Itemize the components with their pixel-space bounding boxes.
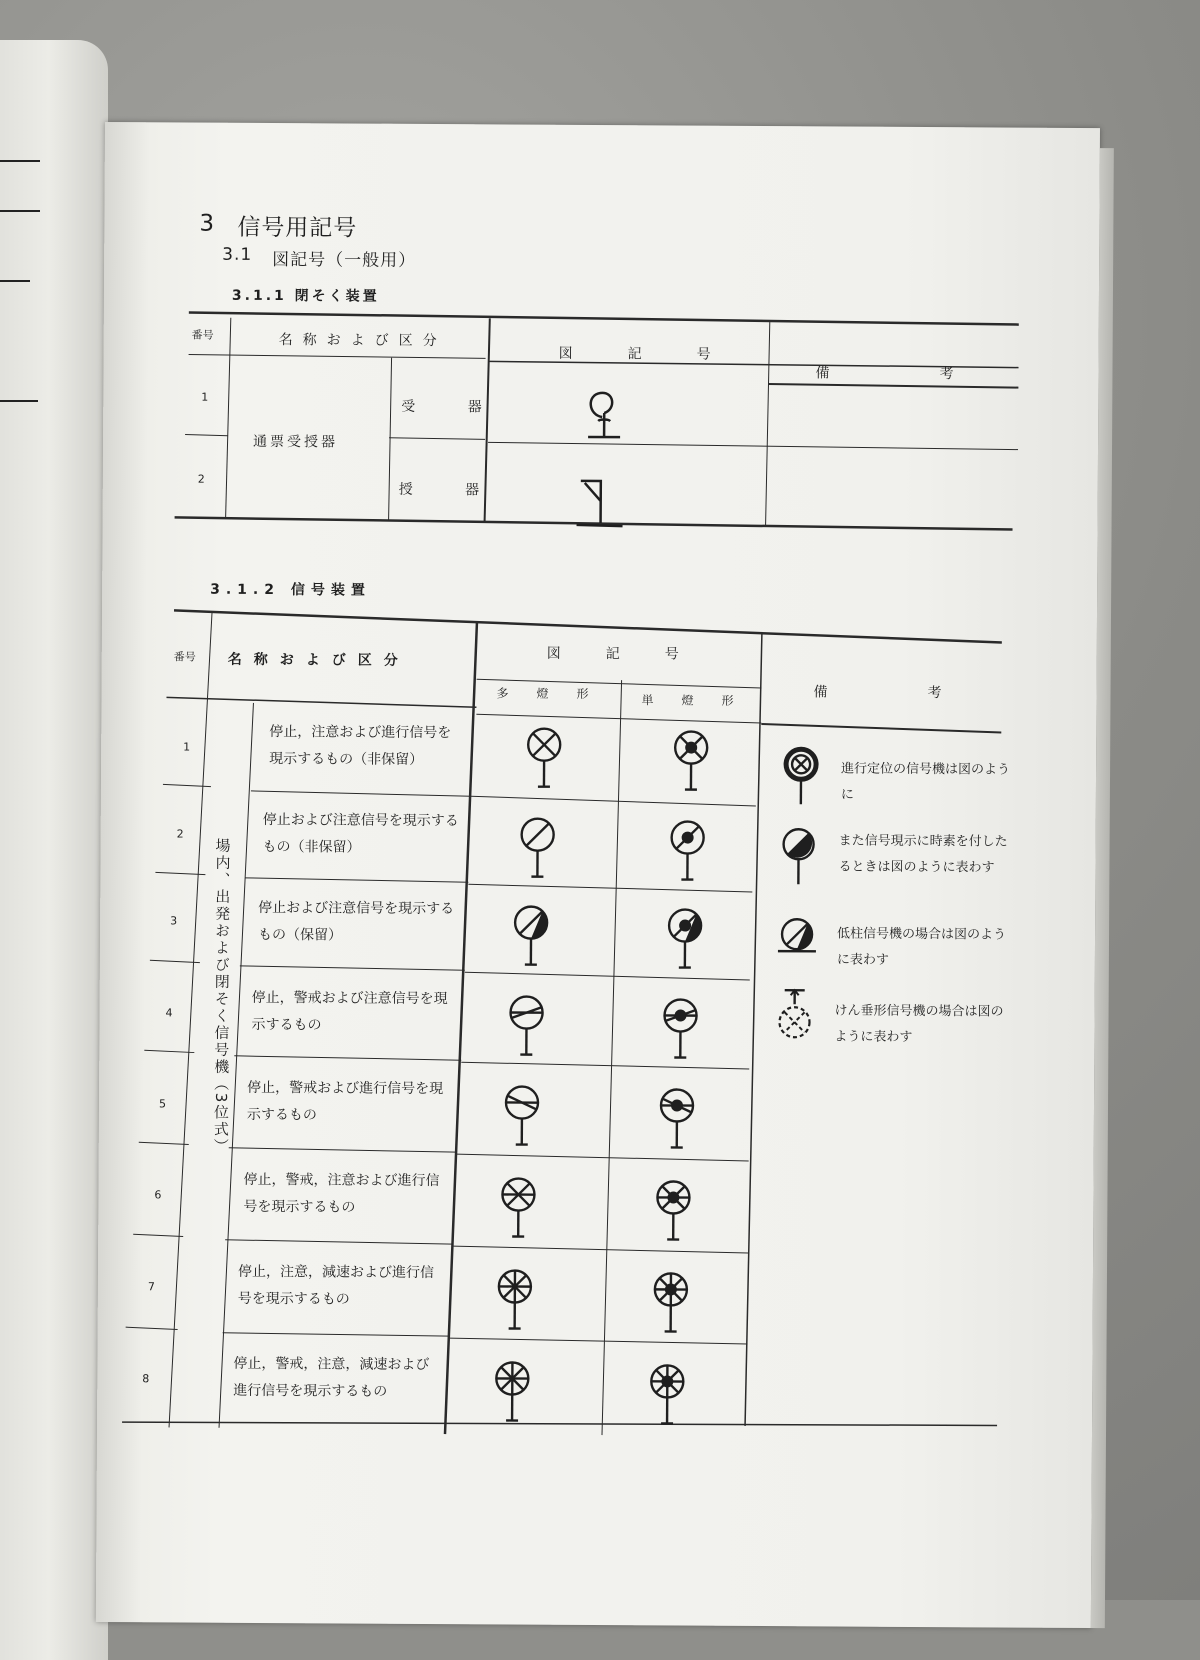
- group-label: 場内、出発および閉そく信号機（3位式）: [209, 838, 233, 1358]
- stop-caution-proceed-signal-icon: [519, 725, 569, 795]
- signal-device-heading: 3.1.2 信号装置: [210, 579, 371, 600]
- row-number: 8: [142, 1372, 149, 1385]
- col-header-number: 番号: [192, 327, 214, 343]
- stop-caution-hold-signal-icon-single: [660, 905, 710, 975]
- note-text: けん垂形信号機の場合は図のように表わす: [834, 998, 1009, 1051]
- stop-caution-signal-icon-single: [662, 817, 712, 887]
- row-number: 2: [177, 827, 184, 840]
- col-header-single: 単燈形: [641, 691, 761, 709]
- left-page-edge: [0, 40, 108, 1660]
- row-description: 停止，注意，減速および進行信号を現示するもの: [238, 1259, 436, 1313]
- row-number: 1: [201, 391, 208, 404]
- stop-caution-hold-signal-icon: [506, 902, 556, 972]
- col-header-symbol: 図記号: [559, 343, 766, 364]
- row-number: 4: [166, 1006, 173, 1019]
- col-header-name: 名称および区分: [228, 649, 410, 670]
- col-header-remarks: 備考: [815, 362, 1063, 384]
- row-sub-label: 受 器: [401, 396, 506, 417]
- row-number: 2: [198, 473, 205, 486]
- document-page: [96, 122, 1100, 1628]
- section-title: 信号用記号: [237, 209, 357, 243]
- block-device-heading: 3.1.1 閉そく装置: [232, 285, 380, 306]
- row-number: 7: [148, 1280, 155, 1293]
- four-aspect-reduce-signal-icon: [490, 1266, 540, 1336]
- section-number: 3: [199, 211, 215, 237]
- row-description: 停止および注意信号を現示するもの（非保留）: [262, 807, 460, 861]
- col-header-name: 名称および区分: [279, 329, 447, 350]
- note-text: また信号現示に時素を付したるときは図のように表わす: [838, 828, 1013, 881]
- col-header-symbol: 図記号: [547, 643, 724, 664]
- proceed-normal-signal-icon: [776, 746, 826, 816]
- five-aspect-signal-icon: [487, 1358, 537, 1428]
- four-aspect-reduce-signal-icon-single: [646, 1269, 696, 1339]
- stop-restrict-caution-signal-icon: [501, 992, 551, 1062]
- row-number: 1: [183, 740, 190, 753]
- row-number: 3: [170, 914, 177, 927]
- row-description: 停止，警戒および注意信号を現示するもの: [251, 985, 449, 1039]
- tablet-deliverer-icon: [572, 477, 632, 537]
- five-aspect-signal-icon-single: [642, 1361, 692, 1431]
- group-label: 通票受授器: [253, 431, 338, 452]
- subsection-number: 3.1: [222, 245, 252, 265]
- row-description: 停止，警戒，注意および進行信号を現示するもの: [243, 1167, 441, 1221]
- suspended-signal-icon: [769, 986, 819, 1056]
- row-description: 停止，注意および進行信号を現示するもの（非保留）: [269, 719, 464, 773]
- col-header-remarks: 備考: [813, 681, 1041, 702]
- stop-caution-signal-icon: [512, 815, 562, 885]
- note-text: 低柱信号機の場合は図のように表わす: [837, 921, 1012, 974]
- stop-restrict-proceed-signal-icon-single: [652, 1085, 702, 1155]
- time-element-signal-icon: [773, 826, 823, 896]
- row-description: 停止および注意信号を現示するもの（保留）: [258, 895, 456, 949]
- col-header-multi: 多燈形: [496, 684, 616, 702]
- row-sub-label: 授 器: [399, 479, 504, 500]
- four-aspect-signal-icon-single: [648, 1177, 698, 1247]
- stop-restrict-caution-signal-icon-single: [655, 995, 705, 1065]
- note-text: 進行定位の信号機は図のように: [841, 757, 1011, 810]
- row-description: 停止，警戒，注意，減速および進行信号を現示するもの: [233, 1351, 438, 1405]
- four-aspect-signal-icon: [493, 1174, 543, 1244]
- stop-caution-proceed-signal-icon-single: [666, 727, 716, 797]
- subsection-title: 図記号（一般用）: [272, 245, 416, 271]
- row-description: 停止，警戒および進行信号を現示するもの: [247, 1075, 445, 1129]
- stop-restrict-proceed-signal-icon: [497, 1082, 547, 1152]
- row-number: 6: [154, 1188, 161, 1201]
- dwarf-signal-icon: [772, 916, 822, 986]
- col-header-number: 番号: [174, 648, 196, 664]
- row-number: 5: [159, 1097, 166, 1110]
- tablet-receiver-icon: [578, 387, 638, 447]
